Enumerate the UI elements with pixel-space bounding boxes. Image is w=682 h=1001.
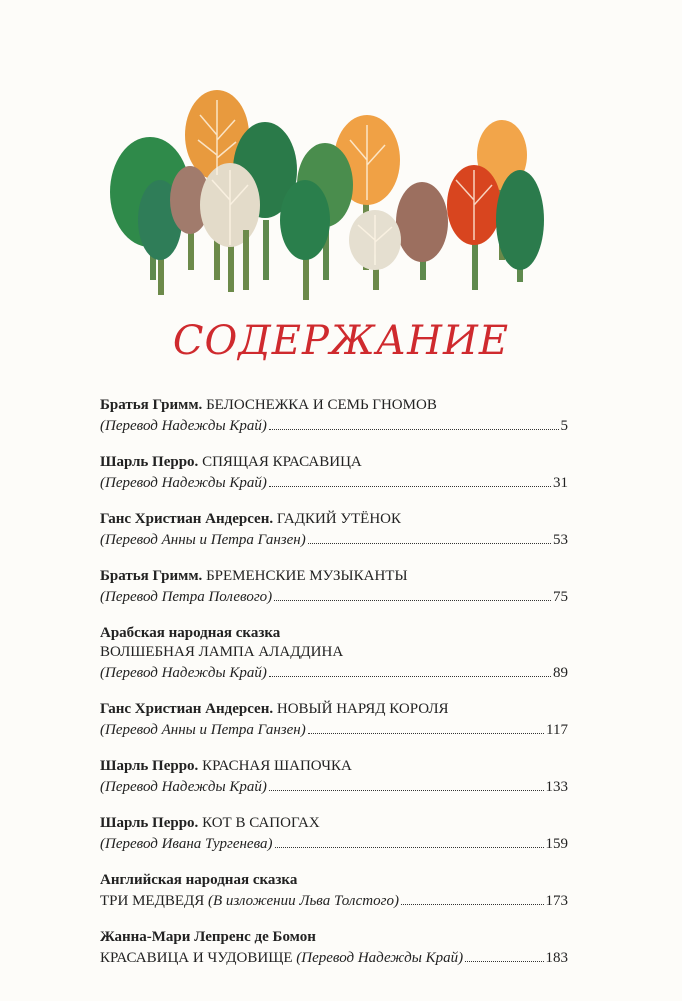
entry-title: СПЯЩАЯ КРАСАВИЦА: [202, 454, 362, 470]
trees-illustration: [100, 80, 550, 300]
entry-page: 159: [545, 836, 568, 852]
leader-dots: [465, 947, 543, 962]
entry-author: Ганс Христиан Андерсен.: [100, 701, 274, 717]
leader-dots: [269, 662, 551, 677]
entry-title: ВОЛШЕБНАЯ ЛАМПА АЛАДДИНА: [100, 644, 344, 660]
page-title: СОДЕРЖАНИЕ: [172, 318, 510, 364]
entry-page: 89: [553, 665, 568, 681]
entry-translation: (Перевод Надежды Край): [100, 665, 267, 681]
entry-title: КОТ В САПОГАХ: [202, 815, 320, 831]
entry-author: Английская народная сказка: [100, 872, 298, 888]
leader-dots: [308, 529, 551, 544]
toc-entry: [100, 871, 568, 928]
toc-entry: [100, 567, 568, 624]
leader-dots: [269, 415, 559, 430]
toc-entry: [100, 757, 568, 814]
entry-author: Шарль Перро.: [100, 815, 199, 831]
leader-dots: [308, 719, 544, 734]
entry-page: 133: [545, 779, 568, 795]
entry-translation: (Перевод Надежды Край): [100, 475, 267, 491]
entry-title: НОВЫЙ НАРЯД КОРОЛЯ: [276, 701, 449, 717]
leader-dots: [274, 586, 551, 601]
entry-author: Жанна-Мари Лепренс де Бомон: [100, 929, 316, 945]
entry-title: КРАСАВИЦА И ЧУДОВИЩЕ: [100, 950, 293, 966]
entry-title: ГАДКИЙ УТЁНОК: [276, 511, 401, 527]
entry-title: БЕЛОСНЕЖКА И СЕМЬ ГНОМОВ: [206, 397, 437, 413]
entry-author: Шарль Перро.: [100, 454, 199, 470]
entry-author: Ганс Христиан Андерсен.: [100, 511, 274, 527]
toc-entry: [100, 700, 568, 757]
entry-author: Арабская народная сказка: [100, 625, 281, 641]
entry-translation: (Перевод Надежды Край): [296, 950, 464, 966]
entry-author: Шарль Перро.: [100, 758, 199, 774]
entry-page: 117: [546, 722, 568, 738]
entry-translation: (Перевод Надежды Край): [100, 779, 267, 795]
leader-dots: [401, 890, 544, 905]
leader-dots: [269, 776, 544, 791]
toc-entry: [100, 624, 568, 700]
entry-translation: (Перевод Надежды Край): [100, 418, 267, 434]
entry-page: 75: [553, 589, 568, 605]
entry-page: 183: [545, 950, 568, 966]
entry-page: 173: [545, 893, 568, 909]
entry-page: 53: [553, 532, 568, 548]
table-of-contents: [100, 396, 568, 985]
entry-translation: (В изложении Льва Толстого): [207, 893, 399, 909]
entry-title: КРАСНАЯ ШАПОЧКА: [202, 758, 352, 774]
entry-author: Братья Гримм.: [100, 568, 203, 584]
toc-entry: [100, 453, 568, 510]
entry-translation: (Перевод Анны и Петра Ганзен): [100, 722, 306, 738]
toc-entry: [100, 814, 568, 871]
entry-page: 5: [560, 418, 568, 434]
entry-translation: (Перевод Анны и Петра Ганзен): [100, 532, 306, 548]
entry-translation: (Перевод Ивана Тургенева): [100, 836, 273, 852]
entry-page: 31: [553, 475, 568, 491]
toc-entry: [100, 928, 568, 985]
entry-translation: (Перевод Петра Полевого): [100, 589, 273, 605]
toc-entry: [100, 396, 568, 453]
entry-title: БРЕМЕНСКИЕ МУЗЫКАНТЫ: [206, 568, 408, 584]
toc-entry: [100, 510, 568, 567]
entry-title: ТРИ МЕДВЕДЯ: [100, 893, 205, 909]
leader-dots: [269, 472, 551, 487]
entry-author: Братья Гримм.: [100, 397, 203, 413]
leader-dots: [275, 833, 544, 848]
